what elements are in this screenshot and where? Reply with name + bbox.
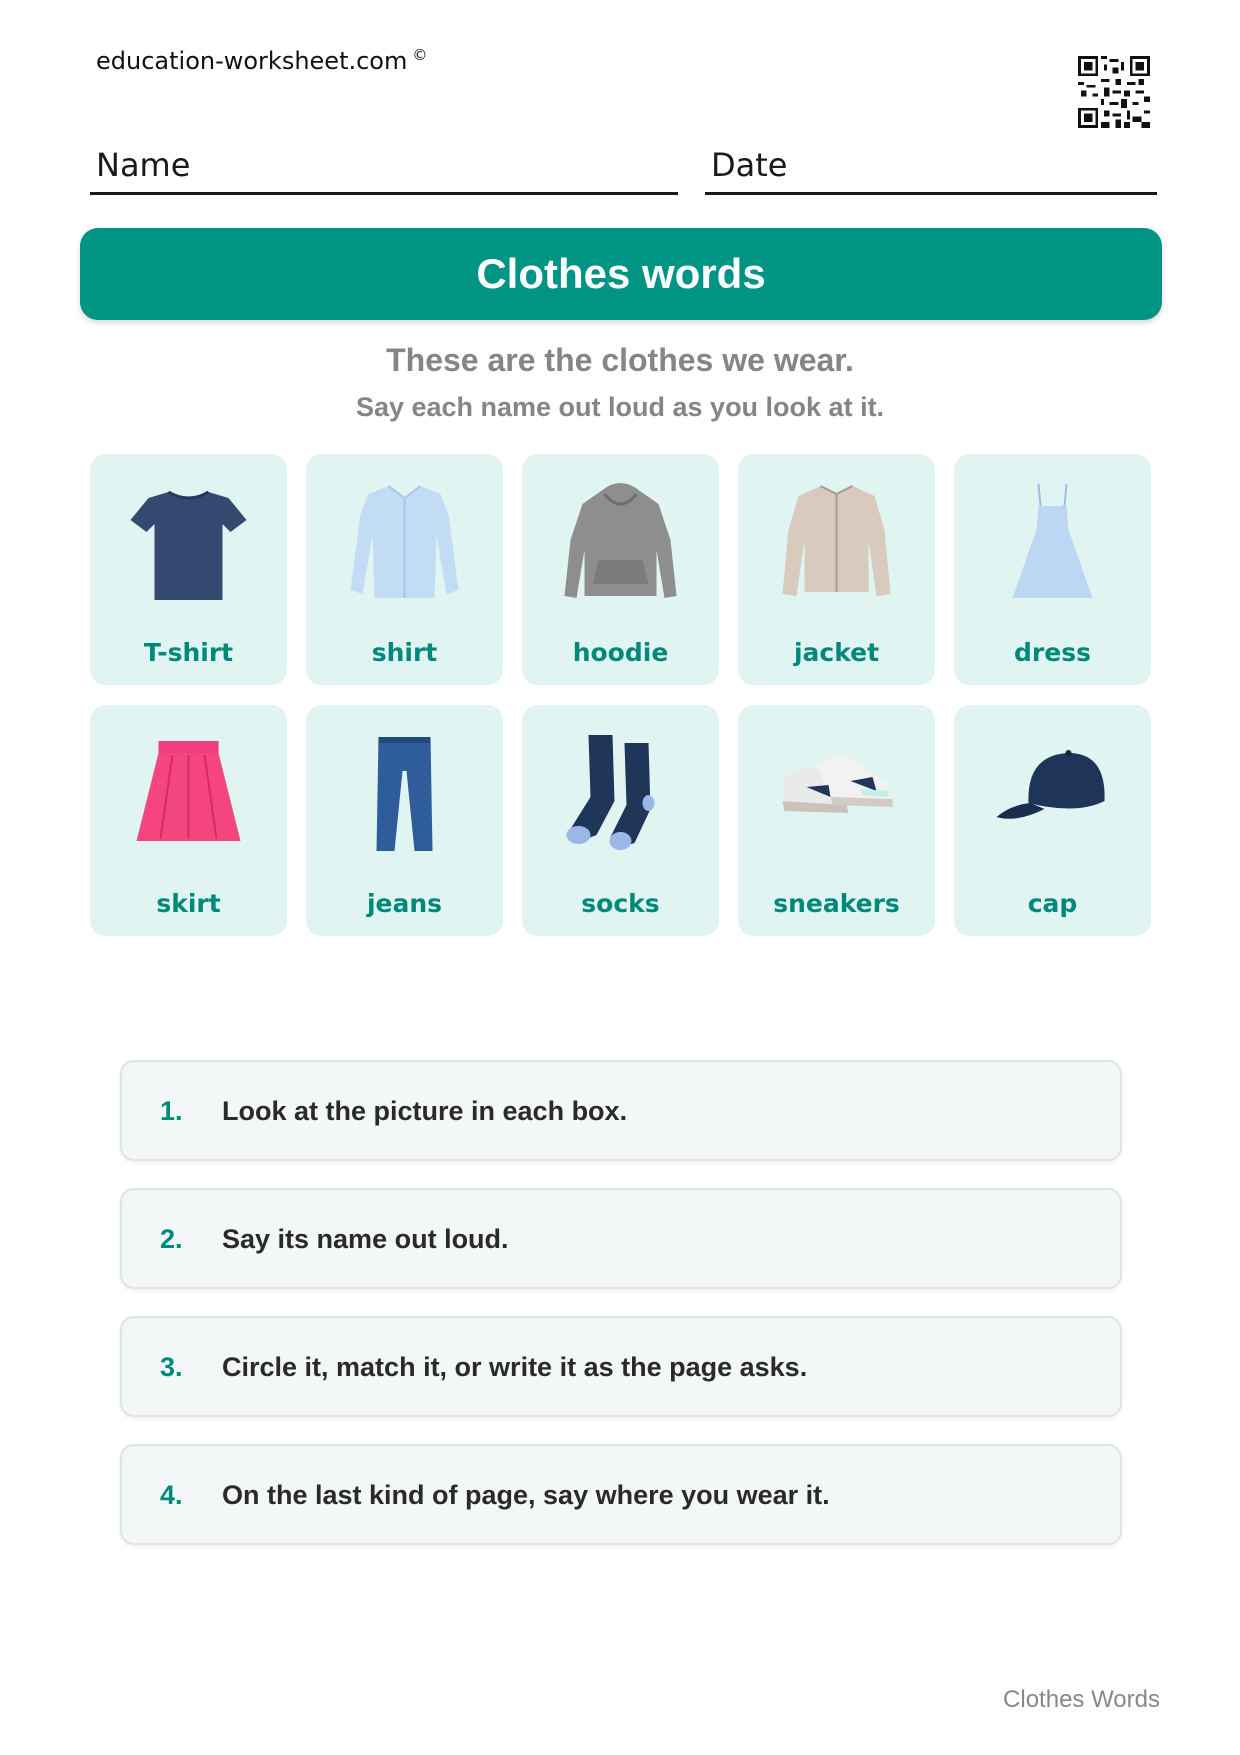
card-label: skirt bbox=[156, 889, 221, 918]
jacket-icon bbox=[776, 480, 897, 604]
card-label: socks bbox=[581, 889, 660, 918]
date-label: Date bbox=[711, 146, 788, 184]
steps-list bbox=[120, 1060, 1122, 1572]
card-label: shirt bbox=[371, 638, 438, 667]
step-number: 3. bbox=[160, 1352, 183, 1382]
subtitle: These are the clothes we wear. bbox=[386, 342, 854, 378]
dress-icon bbox=[992, 480, 1113, 604]
step-text: On the last kind of page, say where you wear it. bbox=[222, 1480, 830, 1510]
footer-title: Clothes Words bbox=[1003, 1686, 1160, 1713]
title-banner bbox=[80, 228, 1162, 320]
site-name bbox=[96, 46, 427, 75]
step-number: 4. bbox=[160, 1480, 183, 1510]
sneakers-icon bbox=[776, 731, 897, 855]
t-shirt-icon bbox=[128, 480, 249, 604]
socks-icon bbox=[560, 731, 681, 855]
step-2 bbox=[120, 1188, 1122, 1289]
step-4 bbox=[120, 1444, 1122, 1545]
shirt-icon bbox=[344, 480, 465, 604]
step-number: 2. bbox=[160, 1224, 183, 1254]
hoodie-icon bbox=[560, 480, 681, 604]
card-label: jacket bbox=[793, 638, 880, 667]
qr-code-icon bbox=[1078, 56, 1150, 128]
card-label: cap bbox=[1027, 889, 1078, 918]
card-cap bbox=[954, 705, 1151, 936]
copyright-symbol: © bbox=[412, 46, 428, 64]
jeans-icon bbox=[344, 731, 465, 855]
cap-icon bbox=[992, 731, 1113, 855]
step-number: 1. bbox=[160, 1096, 183, 1126]
name-field[interactable] bbox=[90, 140, 678, 195]
skirt-icon bbox=[128, 731, 249, 855]
card-shirt bbox=[306, 454, 503, 685]
card-hoodie bbox=[522, 454, 719, 685]
card-label: dress bbox=[1014, 638, 1091, 667]
card-label: T-shirt bbox=[143, 638, 234, 667]
name-label: Name bbox=[96, 146, 191, 184]
step-text: Say its name out loud. bbox=[222, 1224, 509, 1254]
card-jacket bbox=[738, 454, 935, 685]
site-text: education-worksheet.com bbox=[96, 47, 408, 75]
card-sneakers bbox=[738, 705, 935, 936]
card-dress bbox=[954, 454, 1151, 685]
card-t-shirt bbox=[90, 454, 287, 685]
card-label: hoodie bbox=[572, 638, 669, 667]
step-text: Look at the picture in each box. bbox=[222, 1096, 628, 1126]
card-skirt bbox=[90, 705, 287, 936]
step-text: Circle it, match it, or write it as the page asks. bbox=[222, 1352, 808, 1382]
card-label: sneakers bbox=[773, 889, 900, 918]
clothes-grid bbox=[90, 454, 1152, 936]
instruction: Say each name out loud as you look at it. bbox=[355, 392, 885, 422]
card-socks bbox=[522, 705, 719, 936]
card-jeans bbox=[306, 705, 503, 936]
page-title: Clothes words bbox=[476, 250, 766, 297]
card-label: jeans bbox=[366, 889, 443, 918]
date-field[interactable] bbox=[705, 140, 1157, 195]
step-3 bbox=[120, 1316, 1122, 1417]
step-1 bbox=[120, 1060, 1122, 1161]
